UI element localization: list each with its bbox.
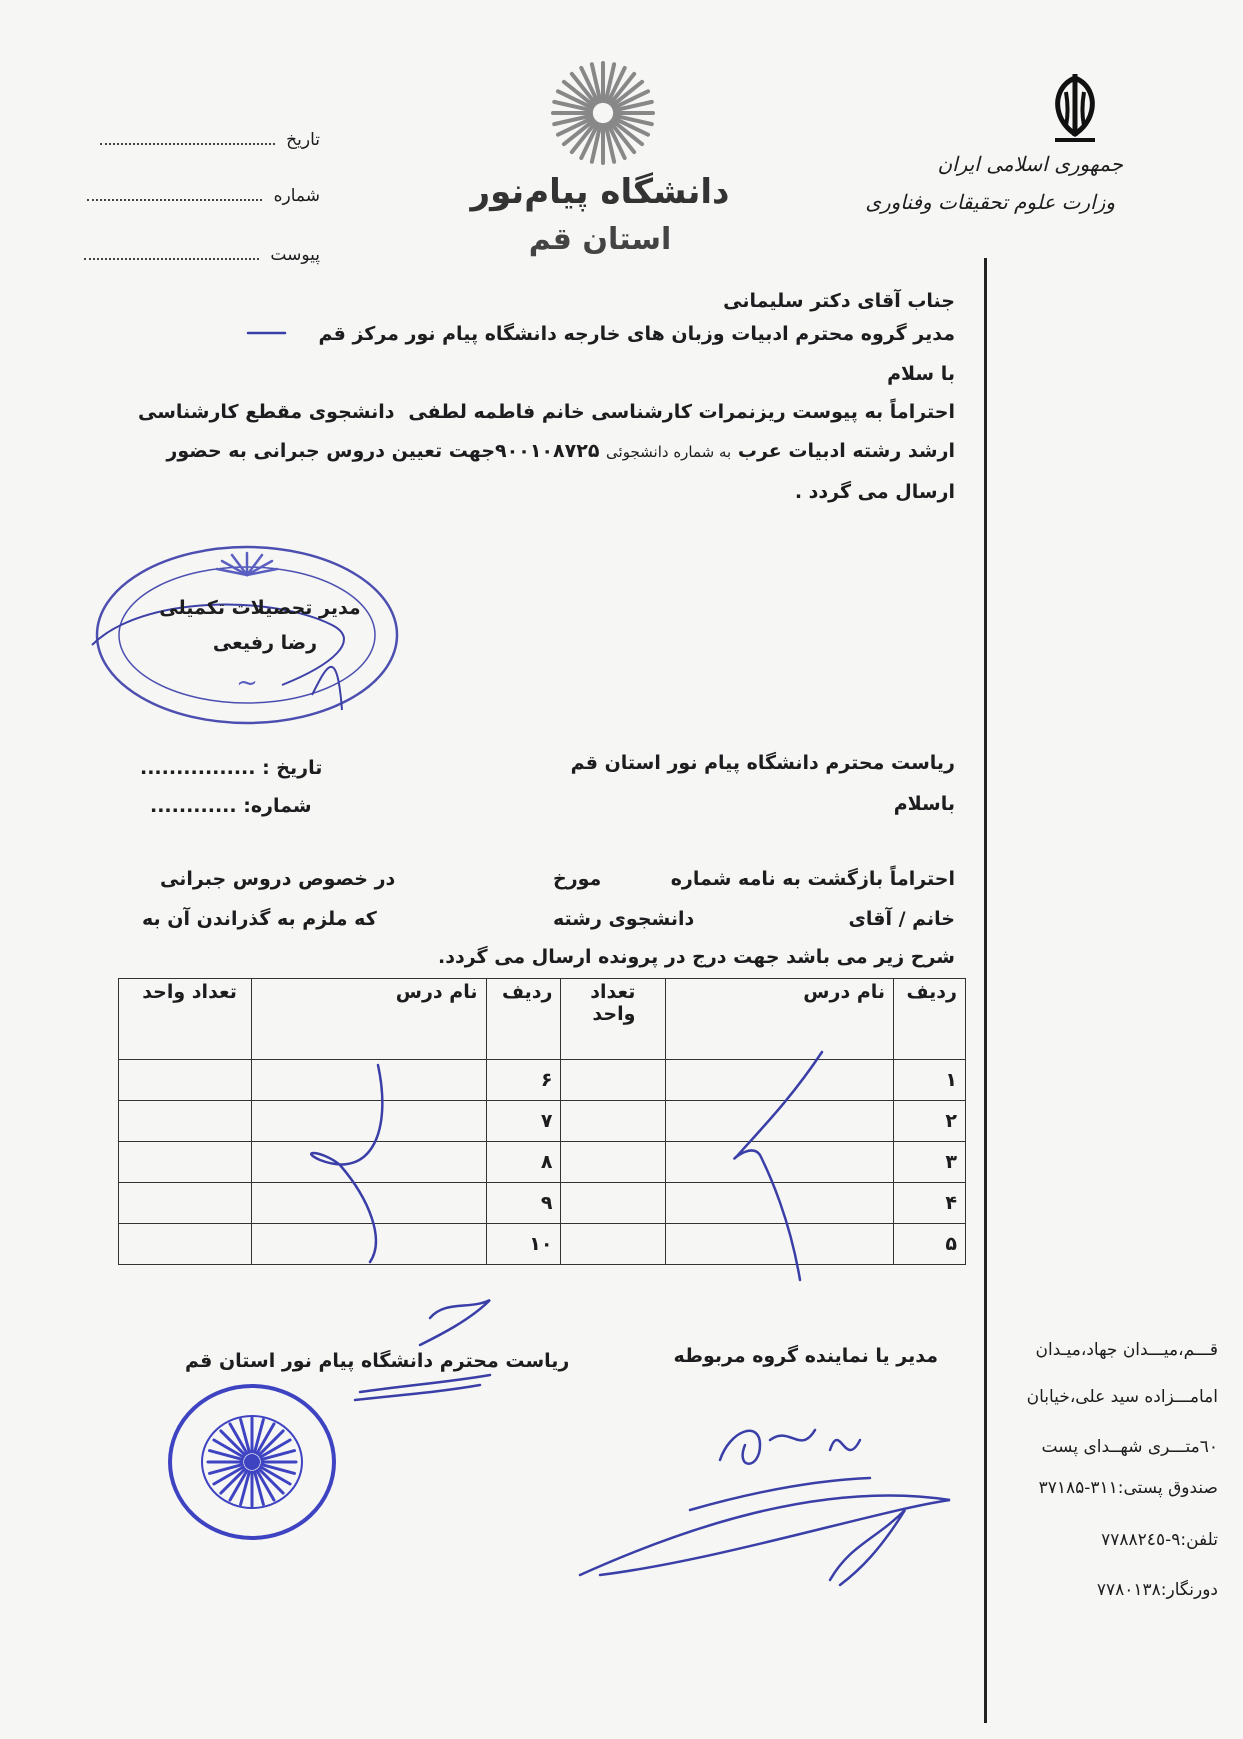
compensatory-courses-table [118,978,966,1265]
reply-paragraph-2a: خانم / آقای [848,908,955,930]
header-course-name-2: نام درس [251,979,486,1060]
row-number: ۲ [894,1101,966,1142]
number-field[interactable] [80,186,320,206]
reply-title: ریاست محترم دانشگاه پیام نور استان قم [570,752,955,774]
letter-line-2-small: به شماره دانشجوئی [606,443,732,461]
row-number: ۶ [486,1060,561,1101]
attachment-field-blank [84,258,259,260]
table-row [119,1224,966,1265]
attachment-field[interactable] [80,245,320,265]
credits-cell[interactable] [561,1224,666,1265]
date-field-label: تاریخ [286,130,320,150]
credits-cell[interactable] [119,1183,252,1224]
row-number: ۴ [894,1183,966,1224]
svg-text:~: ~ [236,668,258,698]
country-name: جمهوری اسلامی ایران [937,152,1123,176]
number-field-label: شماره [273,186,320,206]
course-name-cell[interactable] [251,1183,486,1224]
course-name-cell[interactable] [251,1142,486,1183]
course-name-cell[interactable] [251,1060,486,1101]
table-row [119,1142,966,1183]
address-line-2: امامـــزاده سید علی،خیابان [1026,1387,1218,1407]
credits-cell[interactable] [119,1060,252,1101]
reply-date-field[interactable]: تاریخ : ................ [140,757,323,779]
postal-box: صندوق پستی:۳۱۱-۳۷۱۸۵ [1038,1478,1218,1498]
reply-paragraph-1a: احتراماً بازگشت به نامه شماره [670,868,955,890]
letter-line-1a: احتراماً به پیوست ریزنمرات کارشناسی خانم فاطمه لطفی [408,401,955,423]
header-row-number-2: ردیف [486,979,561,1060]
table-row [119,1183,966,1224]
iran-emblem-icon [1030,70,1120,150]
date-field[interactable] [80,130,320,150]
table-header-row [119,979,966,1060]
credits-cell[interactable] [119,1142,252,1183]
address-line-1: قـــم،میـــدان جهاد،میـدان [1035,1340,1218,1360]
ministry-name: وزارت علوم تحقیقات وفناوری [865,190,1115,214]
stamp-name: رضا رفیعی [212,632,318,654]
province-name: استان قم [528,222,672,257]
reply-paragraph-1b: مورخ [553,868,602,890]
row-number: ۹ [486,1183,561,1224]
credits-cell[interactable] [119,1101,252,1142]
table-row [119,1101,966,1142]
credits-cell[interactable] [561,1142,666,1183]
row-number: ۱۰ [486,1224,561,1265]
header-credits-2: تعداد واحد [119,979,252,1060]
attachment-field-label: پیوست [270,245,320,265]
row-number: ۸ [486,1142,561,1183]
letter-addressee-title: مدیر گروه محترم ادبیات وزبان های خارجه دانشگاه پیام نور مرکز قم [318,323,955,345]
table-row [119,1060,966,1101]
course-name-cell[interactable] [251,1101,486,1142]
reply-paragraph-2c: که ملزم به گذراندن آن به [142,908,377,930]
letter-line-3: ارسال می گردد . [794,481,955,503]
president-signature-label: ریاست محترم دانشگاه پیام نور استان قم [185,1350,570,1372]
header-row-number-1: ردیف [894,979,966,1060]
number-field-blank [87,199,262,201]
letter-greeting: با سلام [887,363,955,385]
reply-number-field[interactable]: شماره: ............ [150,795,312,817]
group-head-signature-label: مدیر یا نماینده گروه مربوطه [673,1345,938,1367]
course-name-cell[interactable] [666,1224,894,1265]
course-name-cell[interactable] [666,1101,894,1142]
date-field-blank [100,143,275,145]
credits-cell[interactable] [561,1060,666,1101]
row-number: ۵ [894,1224,966,1265]
row-number: ۳ [894,1142,966,1183]
fax-number: دورنگار:۷۷۸۰۱۳۸ [1096,1580,1218,1600]
letter-line-2a: ارشد رشته ادبیات عرب [737,440,955,462]
credits-cell[interactable] [561,1101,666,1142]
vertical-divider [984,258,987,1723]
credits-cell[interactable] [561,1183,666,1224]
reply-paragraph-2b: دانشجوی رشته [553,908,695,930]
phone-number: تلفن:۹-۷۷۸۸۲٤٥ [1101,1530,1218,1550]
course-name-cell[interactable] [666,1142,894,1183]
letter-line-2b: ۹۰۰۱۰۸۷۲۵جهت تعیین دروس جبرانی به حضور [166,440,600,462]
course-name-cell[interactable] [251,1224,486,1265]
row-number: ۷ [486,1101,561,1142]
university-logo-icon [548,58,658,168]
course-name-cell[interactable] [666,1183,894,1224]
letter-line-1b: دانشجوی مقطع کارشناسی [138,401,395,423]
credits-cell[interactable] [119,1224,252,1265]
header-course-name-1: نام درس [666,979,894,1060]
university-seal-icon [160,1380,345,1545]
reply-paragraph-1c: در خصوص دروس جبرانی [160,868,396,890]
header-credits-1: تعداد واحد [561,979,666,1060]
course-name-cell[interactable] [666,1060,894,1101]
stamp-title: مدیر تحصیلات تکمیلی [159,597,361,619]
reply-paragraph-3: شرح زیر می باشد جهت درج در پرونده ارسال می گردد. [438,946,955,968]
row-number: ۱ [894,1060,966,1101]
address-line-3: ٦٠متـــری شهــدای پست [1041,1437,1218,1457]
letter-addressee: جناب آقای دکتر سلیمانی [723,290,955,312]
reply-greeting: باسلام [893,793,955,815]
letter-line-2 [166,440,955,462]
university-name: دانشگاه پیام‌نور [470,172,730,212]
